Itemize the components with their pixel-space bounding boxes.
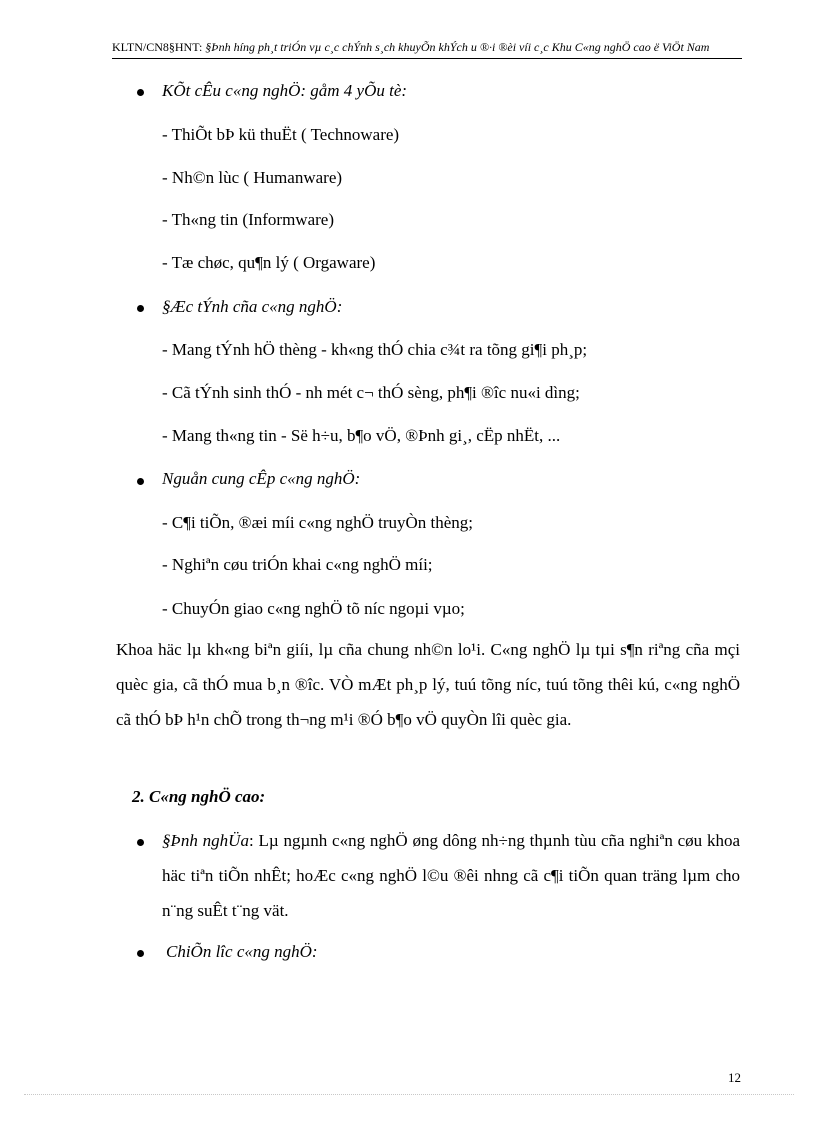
definition-term: §Þnh nghÜa	[162, 831, 249, 850]
sources-item: - ChuyÓn giao c«ng nghÖ tõ níc ngoµi vµo;	[162, 599, 465, 618]
body-paragraph: Khoa häc lµ kh«ng biªn giíi, lµ cña chung nh©n lo¹i. C«ng nghÖ lµ tµi s¶n riªng cña mçi quèc gia, cã thÓ mua b¸n ®îc. VÒ mÆt ph¸p lý, tuú tõng níc, tuú tõng thêi kú, c«ng nghÖ cã thÓ bÞ h¹n chÕ trong th¬ng m¹i ®Ó b¶o vÖ quyÒn lîi quèc gia.	[116, 640, 740, 729]
running-header	[112, 40, 742, 55]
bullet-icon	[137, 950, 144, 957]
sources-heading: Nguån cung cÊp c«ng nghÖ:	[162, 469, 361, 488]
header-title: §Þnh híng ph¸t triÓn vµ c¸c chÝnh s¸ch khuyÕn khÝch u ®·i ®èi víi c¸c Khu C«ng nghÖ cao ë ViÖt Nam	[205, 40, 710, 54]
sources-item: - C¶i tiÕn, ®æi míi c«ng nghÖ truyÒn thèng;	[162, 513, 474, 532]
structure-heading: KÕt cÊu c«ng nghÖ: gåm 4 yÕu tè:	[162, 81, 408, 100]
bullet-icon	[137, 305, 144, 312]
page-number: 12	[728, 1070, 741, 1085]
header-code: KLTN/CN8§HNT:	[112, 40, 203, 54]
section-heading: 2. C«ng nghÖ cao:	[132, 787, 266, 806]
definition-paragraph	[162, 823, 740, 928]
sources-item: - Nghiªn cøu triÓn khai c«ng nghÖ míi;	[162, 555, 433, 574]
bullet-icon	[137, 89, 144, 96]
properties-heading: §Æc tÝnh cña c«ng nghÖ:	[162, 297, 343, 316]
bullet-icon	[137, 478, 144, 485]
structure-item: - ThiÕt bÞ kü thuËt ( Technoware)	[162, 125, 400, 144]
strategy-heading: ChiÕn lîc c«ng nghÖ:	[166, 942, 318, 961]
properties-item: - Mang th«ng tin - Së h÷u, b¶o vÖ, ®Þnh gi¸, cËp nhËt, ...	[162, 426, 561, 445]
structure-item: - Nh©n lùc ( Humanware)	[162, 168, 343, 187]
page-bottom-border	[24, 1094, 794, 1095]
properties-item: - Mang tÝnh hÖ thèng - kh«ng thÓ chia c¾t ra tõng gi¶i ph¸p;	[162, 340, 588, 359]
structure-item: - Tæ chøc, qu¶n lý ( Orgaware)	[162, 253, 376, 272]
definition-text: : Lµ ngµnh c«ng nghÖ øng dông nh÷ng thµnh tùu cña nghiªn cøu khoa häc tiªn tiÕn nhÊt; hoÆc c«ng nghÖ l©u ®êi nhng cã c¶i tiÕn quan träng lµm cho n¨ng suÊt t¨ng vät.	[162, 831, 740, 920]
header-rule	[112, 58, 742, 59]
properties-item: - Cã tÝnh sinh thÓ - nh mét c¬ thÓ sèng, ph¶i ®îc nu«i dìng;	[162, 383, 580, 402]
structure-item: - Th«ng tin (Informware)	[162, 210, 334, 229]
bullet-icon	[137, 839, 144, 846]
